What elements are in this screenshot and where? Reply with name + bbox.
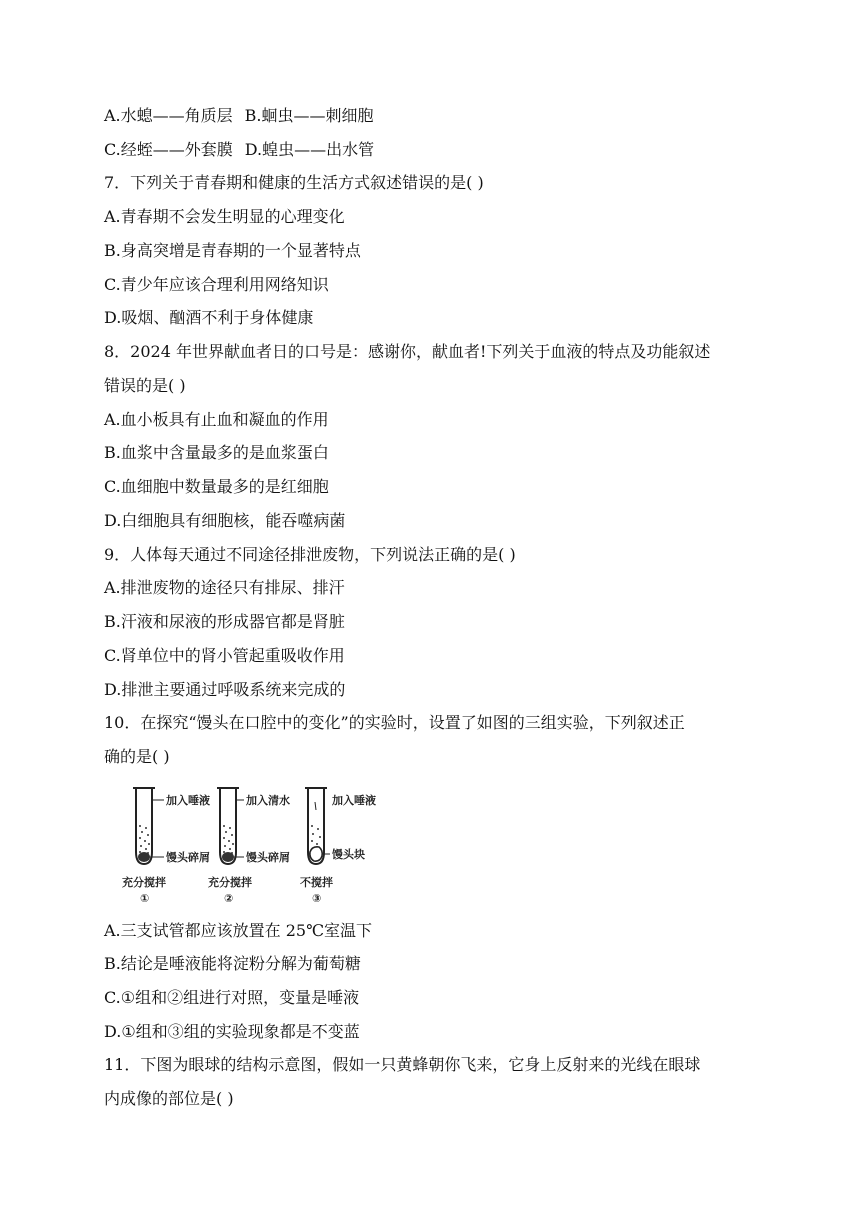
tube-2-content-label: 馒头碎屑 — [246, 851, 290, 864]
q7-option-b: B.身高突增是青春期的一个显著特点 — [104, 241, 361, 260]
q10-option-a: A.三支试管都应该放置在 25℃室温下 — [104, 921, 372, 940]
tube-3-stir-label: 不搅拌 — [300, 876, 333, 889]
q6-option-d: D.蝗虫——出水管 — [244, 140, 375, 159]
q9-option-d: D.排泄主要通过呼吸系统来完成的 — [104, 680, 346, 699]
q6-options-ab — [104, 106, 374, 126]
tube-2-added-label: 加入清水 — [246, 794, 290, 807]
q7-option-c: C.青少年应该合理利用网络知识 — [104, 275, 329, 294]
test-tube-2 — [208, 788, 290, 905]
q7-option-d: D.吸烟、酗酒不利于身体健康 — [104, 308, 314, 327]
q10-option-d: D.①组和③组的实验现象都是不变蓝 — [104, 1022, 360, 1041]
tube-1-added-label: 加入唾液 — [166, 794, 210, 807]
q11-stem-line2: 内成像的部位是( ) — [104, 1089, 234, 1108]
test-tube-3 — [300, 788, 376, 905]
q11-stem-line1: 11．下图为眼球的结构示意图，假如一只黄蜂朝你飞来，它身上反射来的光线在眼球 — [104, 1055, 701, 1074]
q10-option-b: B.结论是唾液能将淀粉分解为葡萄糖 — [104, 954, 361, 973]
q9-option-c: C.肾单位中的肾小管起重吸收作用 — [104, 646, 345, 665]
q6-options-cd — [104, 140, 374, 160]
q8-option-b: B.血浆中含量最多的是血浆蛋白 — [104, 443, 329, 462]
q9-stem: 9．人体每天通过不同途径排泄废物，下列说法正确的是( ) — [104, 545, 516, 564]
q7-stem: 7．下列关于青春期和健康的生活方式叙述错误的是( ) — [104, 173, 484, 192]
tube-1-content-label: 馒头碎屑 — [166, 851, 210, 864]
q10-stem-line2: 确的是( ) — [104, 747, 170, 766]
q6-option-a: A.水螅——角质层 — [104, 106, 233, 125]
q8-stem-line1: 8．2024 年世界献血者日的口号是：感谢你，献血者!下列关于血液的特点及功能叙述 — [104, 342, 711, 361]
q8-option-d: D.白细胞具有细胞核，能吞噬病菌 — [104, 511, 346, 530]
q10-stem-line1: 10．在探究“馒头在口腔中的变化”的实验时，设置了如图的三组实验，下列叙述正 — [104, 713, 685, 732]
q7-option-a: A.青春期不会发生明显的心理变化 — [104, 207, 345, 226]
tube-1-number: ① — [140, 892, 150, 905]
q8-option-a: A.血小板具有止血和凝血的作用 — [104, 410, 329, 429]
test-tube-figure — [116, 780, 396, 910]
q8-option-c: C.血细胞中数量最多的是红细胞 — [104, 477, 329, 496]
test-tube-1 — [122, 788, 210, 905]
q9-option-b: B.汗液和尿液的形成器官都是肾脏 — [104, 612, 345, 631]
q9-option-a: A.排泄废物的途径只有排尿、排汗 — [104, 578, 345, 597]
q6-option-c: C.经蛭——外套膜 — [104, 140, 233, 159]
tube-2-stir-label: 充分搅拌 — [208, 876, 252, 889]
tube-3-content-label: 馒头块 — [332, 848, 365, 861]
tube-3-added-label: 加入唾液 — [332, 794, 376, 807]
tube-2-number: ② — [224, 892, 234, 905]
q8-stem-line2: 错误的是( ) — [104, 376, 186, 395]
tube-1-stir-label: 充分搅拌 — [122, 876, 166, 889]
tube-3-number: ③ — [312, 892, 322, 905]
q10-option-c: C.①组和②组进行对照，变量是唾液 — [104, 988, 360, 1007]
q6-option-b: B.蛔虫——刺细胞 — [244, 106, 374, 125]
